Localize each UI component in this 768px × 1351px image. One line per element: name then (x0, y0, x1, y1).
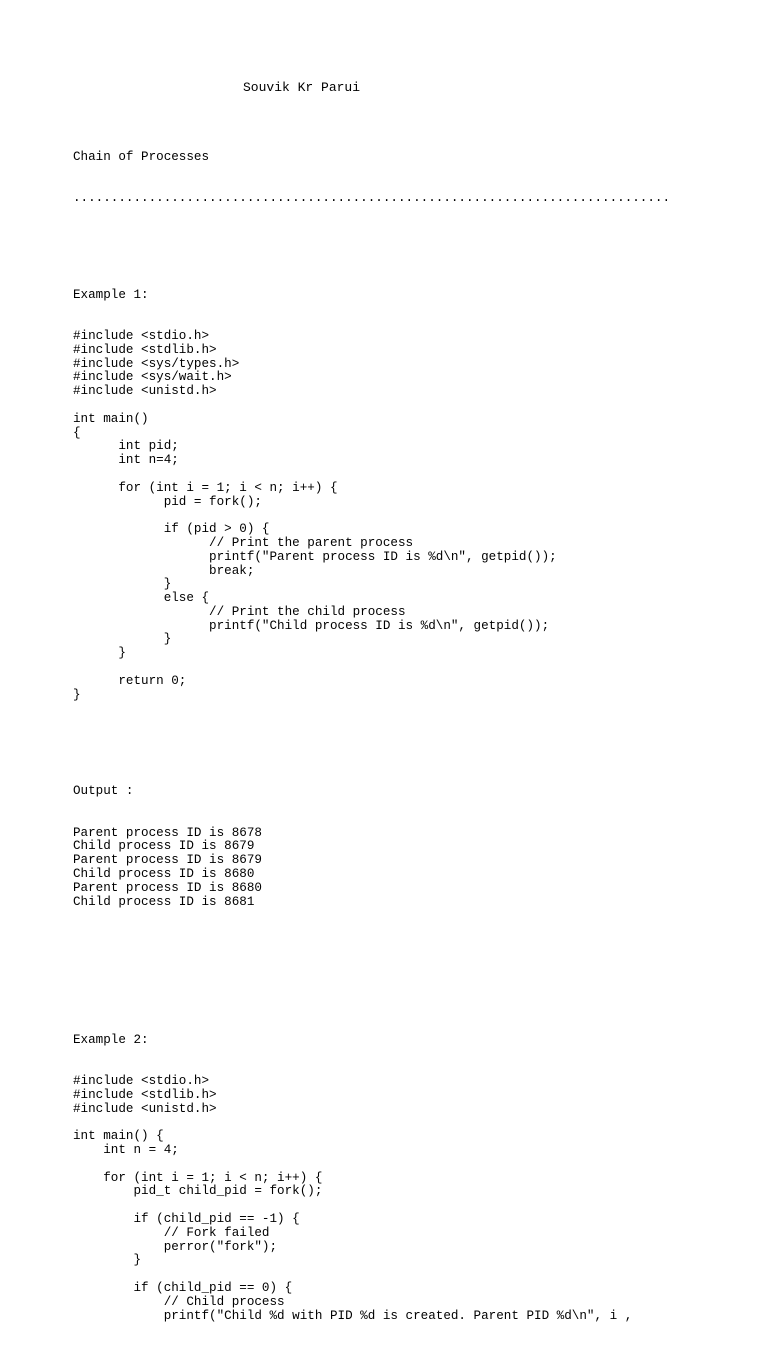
spacer (73, 1158, 670, 1172)
code-line: #include <stdlib.h> (73, 1087, 217, 1102)
document-body (73, 123, 670, 1351)
code-line: int n = 4; (73, 1142, 179, 1157)
code-line: printf("Child process ID is %d\n", getpid()); (73, 618, 550, 633)
code-line: for (int i = 1; i < n; i++) { (73, 480, 338, 495)
spacer (73, 661, 670, 675)
code-line: } (73, 1253, 142, 1268)
code-line: printf("Parent process ID is %d\n", getpid()); (73, 549, 557, 564)
code-line: #include <stdio.h> (73, 328, 210, 343)
example-2-heading: Example 2: (73, 1032, 149, 1047)
spacer (73, 509, 670, 523)
spacer (73, 978, 670, 992)
code-line: printf("Child %d with PID %d is created. Parent PID %d\n", i , (73, 1308, 633, 1323)
spacer (73, 1116, 670, 1130)
output-line: Parent process ID is 8678 (73, 825, 262, 840)
code-line: int main() (73, 411, 149, 426)
code-line: if (pid > 0) { (73, 522, 270, 537)
code-line: #include <sys/types.h> (73, 356, 240, 371)
code-line: pid = fork(); (73, 494, 262, 509)
code-line: int n=4; (73, 453, 179, 468)
code-line: #include <unistd.h> (73, 1101, 217, 1116)
code-line: } (73, 632, 172, 647)
code-line: // Print the child process (73, 604, 406, 619)
example-2-code (73, 1075, 670, 1323)
code-line: } (73, 687, 81, 702)
example-1-heading: Example 1: (73, 287, 149, 302)
code-line: for (int i = 1; i < n; i++) { (73, 1170, 323, 1185)
code-line: perror("fork"); (73, 1239, 278, 1254)
code-line: // Print the parent process (73, 535, 414, 550)
spacer (73, 730, 670, 744)
code-line: #include <stdio.h> (73, 1073, 210, 1088)
example-1-output (73, 827, 670, 910)
code-line: #include <sys/wait.h> (73, 370, 232, 385)
output-line: Parent process ID is 8680 (73, 880, 262, 895)
output-line: Child process ID is 8679 (73, 839, 255, 854)
document-title: Chain of Processes (73, 149, 210, 164)
code-line: return 0; (73, 673, 187, 688)
code-line: #include <unistd.h> (73, 384, 217, 399)
code-line: int main() { (73, 1129, 164, 1144)
author-name: Souvik Kr Parui (243, 80, 361, 95)
spacer (73, 468, 670, 482)
code-line: break; (73, 563, 255, 578)
code-line: #include <stdlib.h> (73, 342, 217, 357)
code-line: pid_t child_pid = fork(); (73, 1184, 323, 1199)
code-line: // Fork failed (73, 1225, 270, 1240)
output-line: Child process ID is 8680 (73, 867, 255, 882)
code-line: { (73, 425, 81, 440)
code-line: } (73, 646, 126, 661)
spacer (73, 233, 670, 247)
output-line: Parent process ID is 8679 (73, 853, 262, 868)
code-line: else { (73, 591, 210, 606)
example-1-code (73, 330, 670, 703)
spacer (73, 1268, 670, 1282)
code-line: if (child_pid == 0) { (73, 1280, 293, 1295)
dotted-separator: ............................................................................... (73, 190, 671, 205)
output-line: Child process ID is 8681 (73, 894, 255, 909)
output-heading: Output : (73, 784, 134, 799)
spacer (73, 1199, 670, 1213)
code-line: } (73, 577, 172, 592)
spacer (73, 399, 670, 413)
code-line: int pid; (73, 439, 179, 454)
code-line: if (child_pid == -1) { (73, 1211, 300, 1226)
code-line: // Child process (73, 1294, 285, 1309)
spacer (73, 937, 670, 951)
